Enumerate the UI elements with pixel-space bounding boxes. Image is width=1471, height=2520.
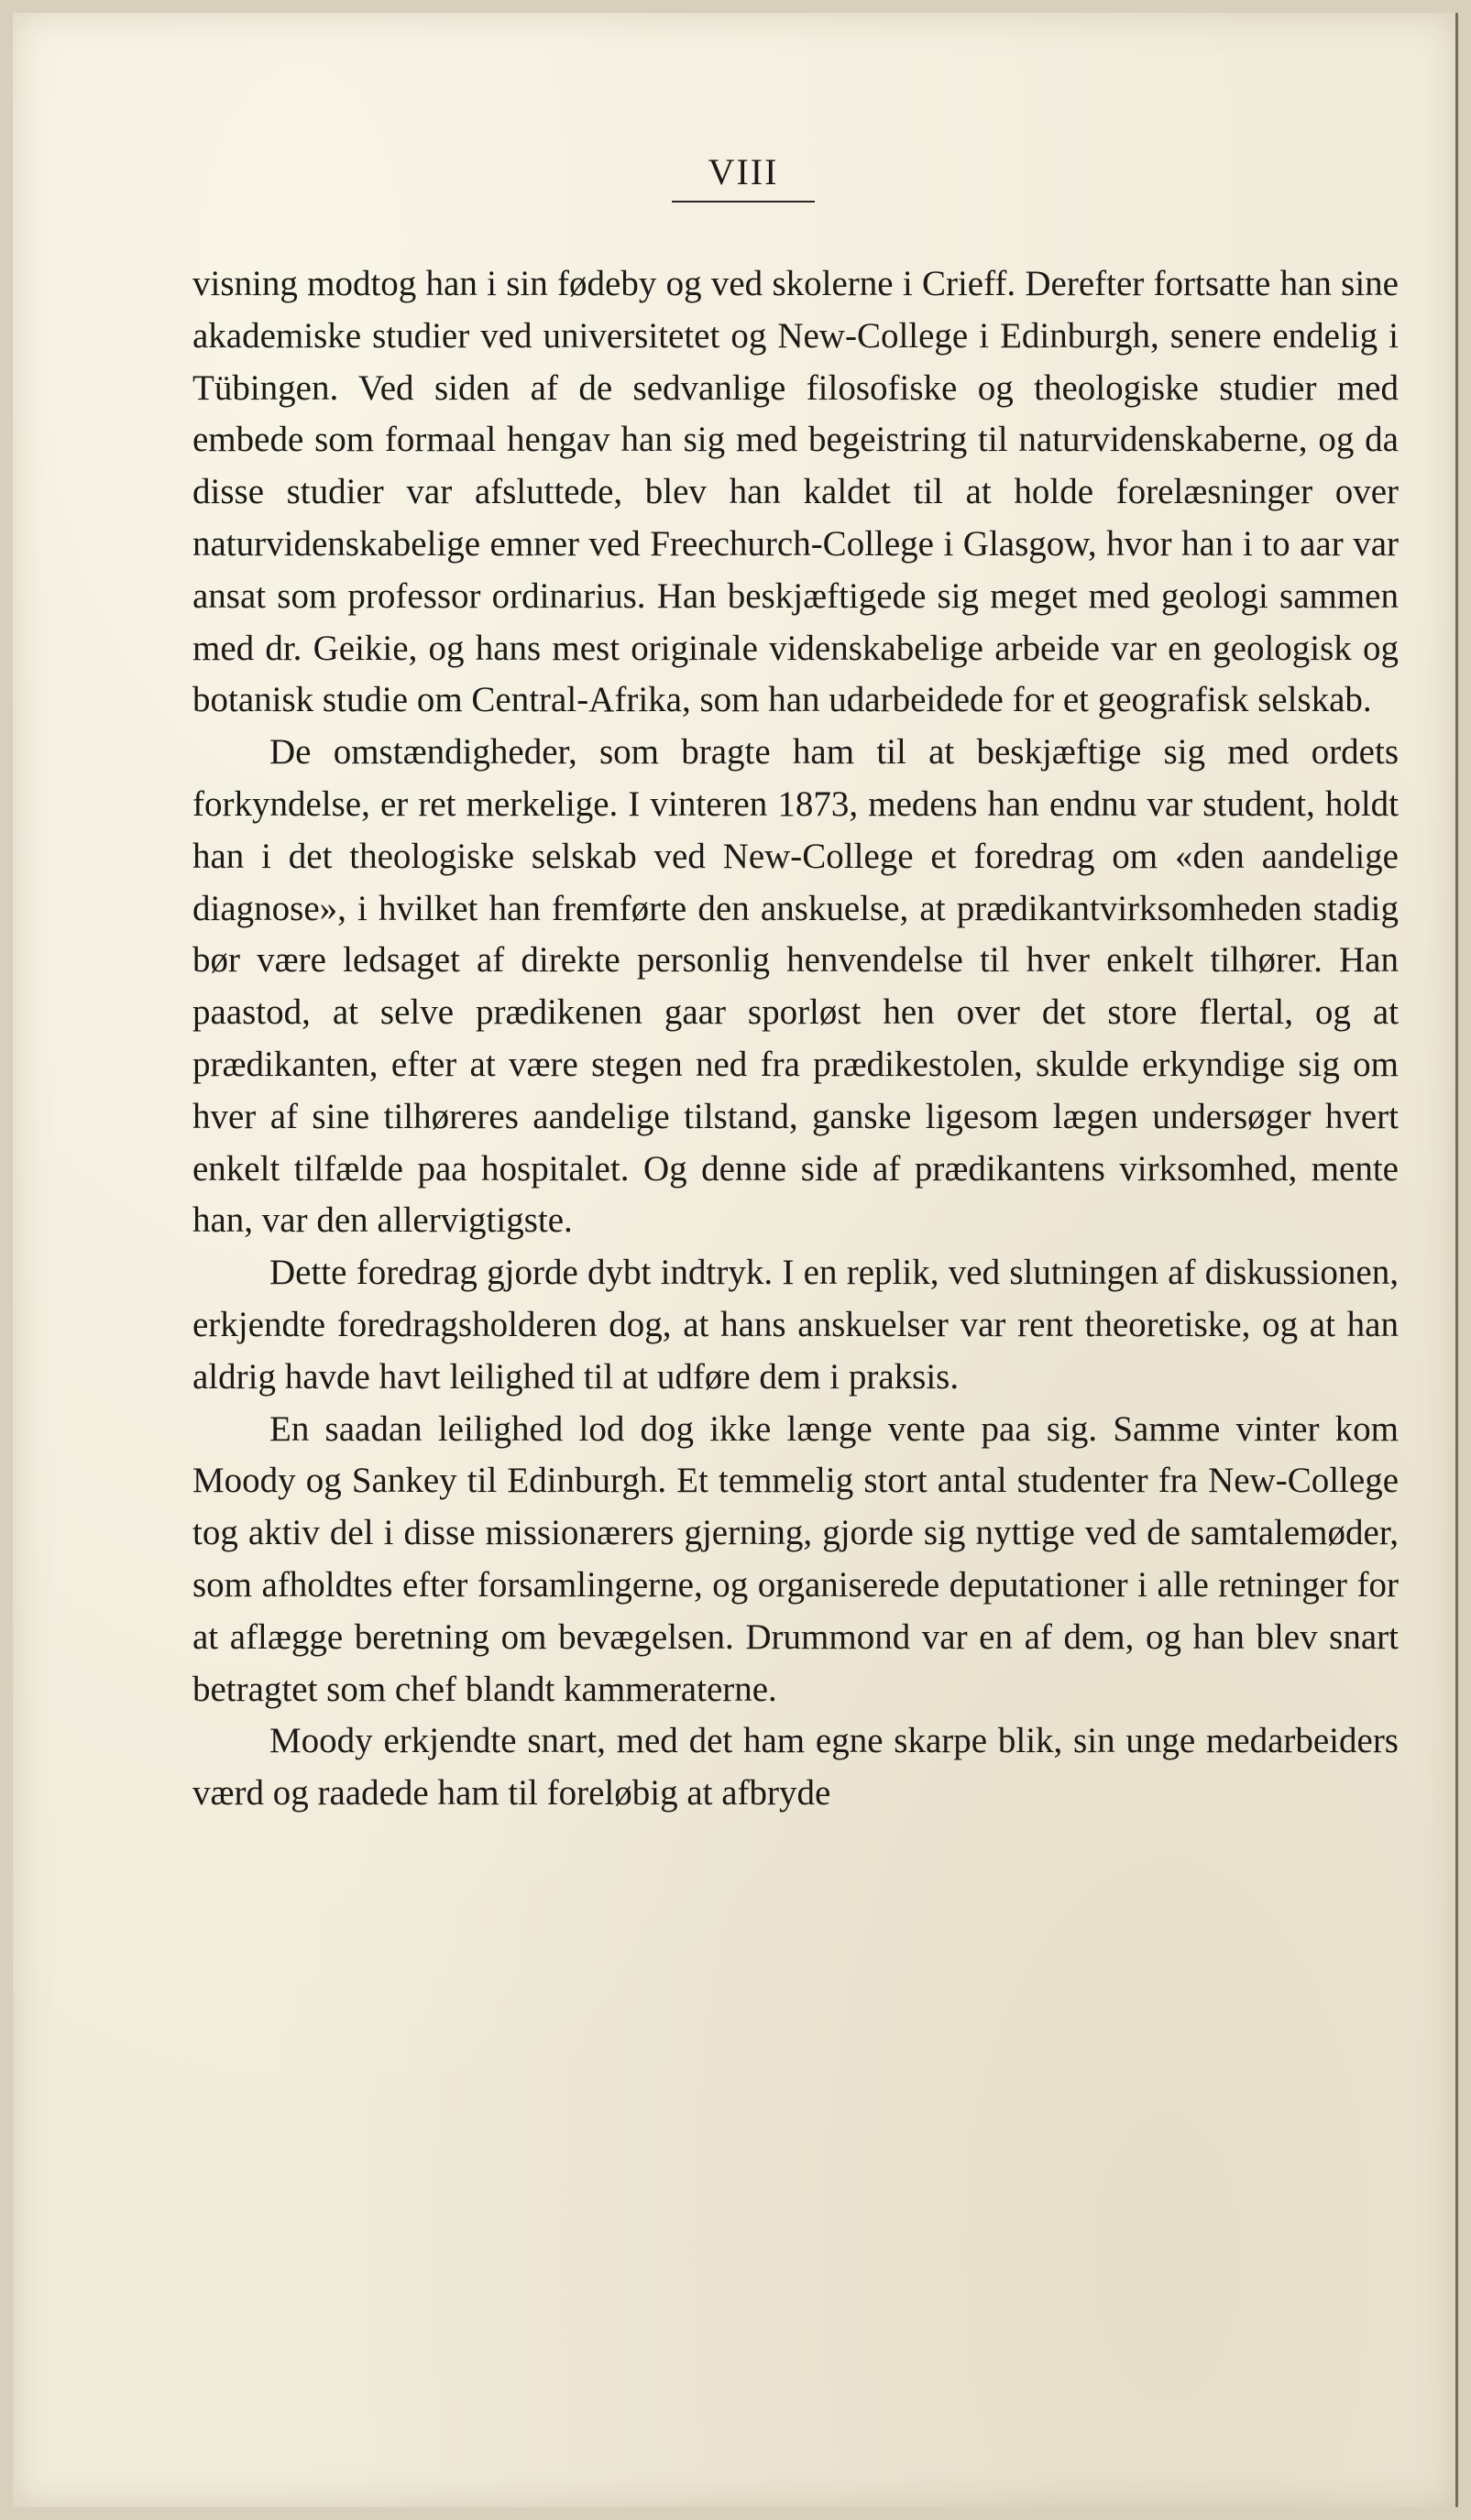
page-number: VIII	[672, 150, 816, 203]
book-page	[13, 13, 1458, 2507]
body-text	[192, 258, 1399, 1820]
paragraph-1: visning modtog han i sin fødeby og ved skolerne i Crieff. Derefter fortsatte han sine akademiske studier ved universitetet og New-College i Edinburgh, senere endelig i Tübingen. Ved siden af de sedvanlige filosofiske og theologiske studier med embede som formaal hengav han sig med begeistring til naturvidenskaberne, og da disse studier var afsluttede, blev han kaldet til at holde forelæsninger over naturvidenskabelige emner ved Freechurch-College i Glasgow, hvor han i to aar var ansat som professor ordinarius. Han beskjæftigede sig meget med geologi sammen med dr. Geikie, og hans mest originale videnskabelige arbeide var en geologisk og botanisk studie om Central-Afrika, som han udarbeidede for et geografisk selskab.	[192, 264, 1399, 720]
paragraph-3: Dette foredrag gjorde dybt indtryk. I en replik, ved slutningen af diskussionen, erkjendte foredragsholderen dog, at hans anskuelser var rent theoretiske, og at han aldrig havde havt leilighed til at udføre dem i praksis.	[192, 1253, 1399, 1397]
page-header	[13, 150, 1455, 203]
paragraph-2: De omstændigheder, som bragte ham til at beskjæftige sig med ordets forkyndelse, er ret merkelige. I vinteren 1873, medens han endnu var student, holdt han i det theologiske selskab ved New-College et foredrag om «den aandelige diagnose», i hvilket han fremførte den anskuelse, at prædikantvirksomheden stadig bør være ledsaget af direkte personlig henvendelse til hver enkelt tilhører. Han paastod, at selve prædikenen gaar sporløst hen over det store flertal, og at prædikanten, efter at være stegen ned fra prædikestolen, skulde erkyndige sig om hver af sine tilhøreres aandelige tilstand, ganske ligesom lægen undersøger hvert enkelt tilfælde paa hospitalet. Og denne side af prædikantens virksomhed, mente han, var den allervigtigste.	[192, 732, 1399, 1241]
paragraph-5: Moody erkjendte snart, med det ham egne skarpe blik, sin unge medarbeiders værd og raadede ham til foreløbig at afbryde	[192, 1721, 1399, 1813]
paragraph-4: En saadan leilighed lod dog ikke længe vente paa sig. Samme vinter kom Moody og Sankey til Edinburgh. Et temmelig stort antal studenter fra New-College tog aktiv del i disse missionærers gjerning, gjorde sig nyttige ved de samtalemøder, som afholdtes efter forsamlingerne, og organiserede deputationer i alle retninger for at aflægge beretning om bevægelsen. Drummond var en af dem, og han blev snart betragtet som chef blandt kammeraterne.	[192, 1408, 1399, 1709]
